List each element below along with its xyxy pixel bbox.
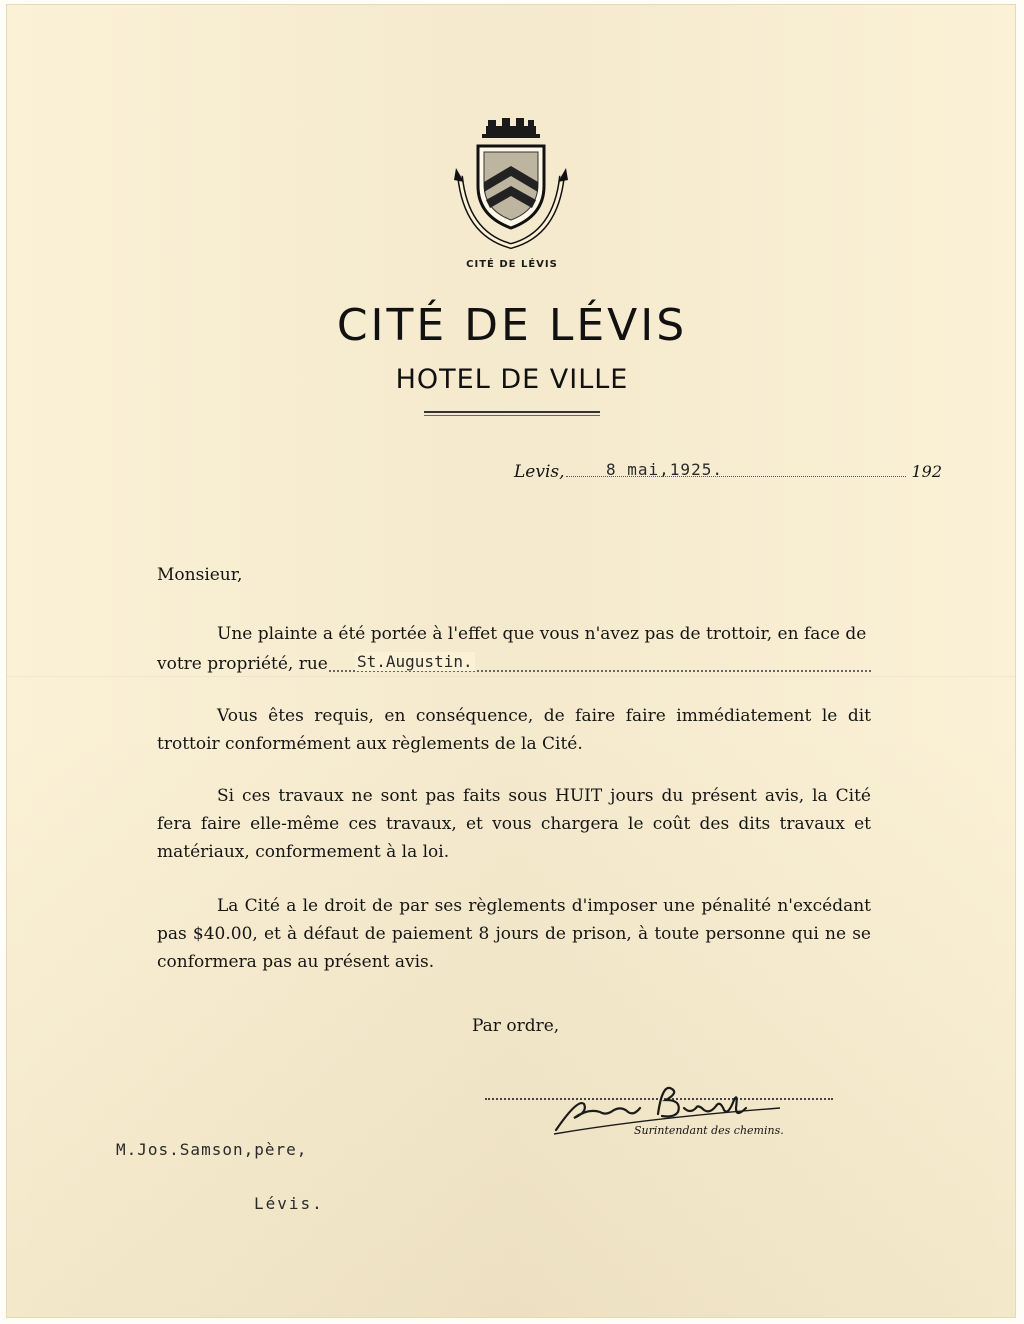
recipient-name: M.Jos.Samson,père, [116,1140,308,1159]
paragraph-4 [157,892,871,976]
letterhead-subtitle: HOTEL DE VILLE [395,364,629,395]
letterhead-rule [424,411,600,416]
date-place: Levis, [514,462,565,482]
city-crest-logo [446,116,576,256]
paragraph-2 [157,702,871,758]
paragraph-2-text: Vous êtes requis, en conséquence, de faire faire immédiatement le dit trottoir conformément aux règlements de la Cité. [157,706,871,754]
salutation: Monsieur, [157,565,243,585]
closing: Par ordre, [472,1016,560,1036]
paragraph-1 [157,620,871,648]
date-value: 8 mai,1925. [606,460,723,479]
crest-label: CITÉ DE LÉVIS [466,259,558,270]
street-line [157,654,871,678]
paragraph-3-text: Si ces travaux ne sont pas faits sous HUIT jours du présent avis, la Cité fera faire elle-même ces travaux, et vous chargera le coût des dits travaux et matériaux, conformement à la loi. [157,786,871,862]
paragraph-4-text: La Cité a le droit de par ses règlements d'imposer une pénalité n'excédant pas $40.00, et à défaut de paiement 8 jours de prison, à toute personne qui ne se conformera pas au présent avis. [157,896,871,972]
signature-title: Surintendant des chemins. [634,1124,784,1137]
street-value: St.Augustin. [357,652,473,671]
paragraph-1-text: Une plainte a été portée à l'effet que vous n'avez pas de trottoir, en face de [217,624,867,644]
street-label: votre propriété, rue [157,654,328,674]
recipient-city: Lévis. [254,1194,324,1213]
letterhead-title: CITÉ DE LÉVIS [336,300,688,351]
date-year-prefix: 192 [911,462,942,481]
date-line [514,460,944,488]
paragraph-3 [157,782,871,866]
